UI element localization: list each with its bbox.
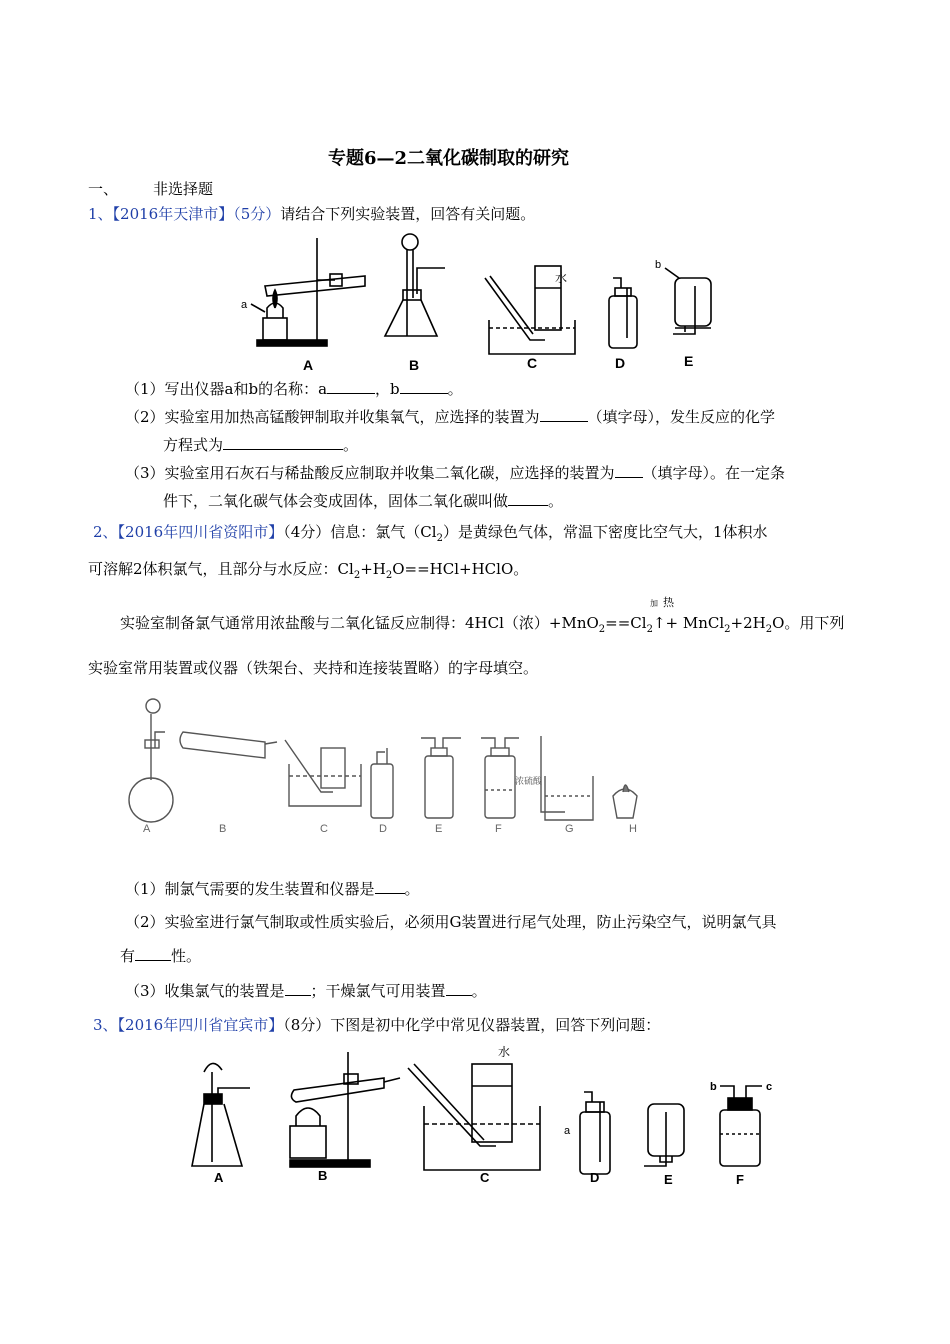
q1-fig-label-B: B [409, 357, 420, 373]
q2-fig-label-G: G [565, 823, 574, 835]
q2-apparatus-figure [125, 692, 655, 838]
q2-answer-1-blank[interactable] [375, 879, 405, 894]
q1-part2-text-d: 。 [343, 436, 359, 454]
q2-apparatus-e [421, 738, 461, 818]
q3-apparatus-figure [190, 1042, 780, 1192]
q1-part1-text-a: （1）写出仪器a和b的名称：a [125, 380, 328, 398]
q2-fig-label-C: C [320, 823, 328, 835]
q1-score: （5分） [233, 205, 281, 223]
q2-line2-b: +H [360, 560, 386, 578]
page-title: 专题6—2二氧化碳制取的研究 [328, 148, 570, 169]
q1-part2 [125, 406, 775, 427]
q2-line3-d: +2H [730, 614, 766, 632]
q1-answer-3-blank[interactable] [615, 463, 643, 478]
q1-fig-label-C: C [527, 355, 538, 371]
q2-part3-text-a: （3）收集氯气的装置是 [125, 982, 285, 1000]
q1-part3 [125, 462, 785, 483]
q1-part3-text-a: （3）实验室用石灰石与稀盐酸反应制取并收集二氧化碳，应选择的装置为 [125, 464, 615, 482]
q2-part2-cont [120, 945, 201, 966]
q3-fig-water: 水 [498, 1045, 511, 1059]
q1-source: 【2016年天津市】 [112, 205, 234, 223]
q1-answer-a-blank[interactable] [327, 379, 375, 394]
q2-line2-a: 可溶解2体积氯气，且部分与水反应：Cl [88, 560, 354, 578]
q2-fig-label-D: D [379, 823, 387, 835]
q3-number: 3、 [93, 1016, 118, 1034]
q1-fig-water: 水 [555, 271, 568, 285]
q2-line3-a: 实验室制备氯气通常用浓盐酸与二氧化锰反应制得：4HCl（浓）+MnO [120, 614, 599, 632]
q3-apparatus-c [408, 1064, 540, 1170]
q2-line2: 可溶解2体积氯气，且部分与水反应：$Cl_2+H_2O==HCl+HClO$。 [88, 560, 529, 581]
q2-part2-text-b: 有 [120, 947, 136, 965]
q2-apparatus-h [613, 785, 637, 818]
q1-answer-equation-blank[interactable] [223, 435, 343, 450]
q2-part3 [125, 980, 487, 1001]
q2-fig-label-H: H [629, 823, 637, 835]
q2-line2-c: O==HCl+HClO。 [392, 560, 529, 578]
q1-part2-text-b: （填字母），发生反应的化学 [587, 408, 776, 426]
q2-apparatus-c [285, 740, 361, 806]
q1-part2-text-c: 方程式为 [163, 436, 224, 454]
q2-condition-small: 加 [650, 599, 658, 608]
q2-stem: 2、【2016年四川省资阳市】（4分）信息：氯气$(Cl_2)$是黄绿色气体，常温下密度比空气大，1体积水 [93, 523, 768, 544]
q2-fig-label-B: B [219, 823, 227, 835]
q3-apparatus-d [580, 1092, 610, 1174]
q2-fig-label-F: F [495, 823, 502, 835]
q1-fig-label-A: A [303, 357, 314, 373]
q2-part3-text-b: ；干燥氯气可用装置 [310, 982, 446, 1000]
q3-source: 【2016年四川省宜宾市】 [117, 1016, 284, 1034]
q3-apparatus-e [644, 1104, 684, 1166]
q1-stem [88, 203, 535, 224]
q1-fig-label-E: E [684, 353, 694, 369]
q1-apparatus-a [251, 238, 365, 346]
q3-fig-label-a-small: a [564, 1125, 571, 1137]
q3-fig-label-A: A [214, 1170, 224, 1185]
q2-line3-e: O。用下列 [772, 614, 845, 632]
q2-apparatus-g [541, 736, 593, 820]
q2-fig-label-E: E [435, 823, 443, 835]
q2-part2: （2）实验室进行氯气制取或性质实验后，必须用G装置进行尾气处理，防止污染空气，说明氯气具 [125, 913, 777, 931]
q2-line3: 实验室制备氯气通常用浓盐酸与二氧化锰反应制得：4HCl（浓）$+MnO_2==Cl_2↑+$ $MnCl_2+2H_2O$。用下列 [120, 614, 845, 635]
q2-part3-text-c: 。 [471, 982, 487, 1000]
section-name: 非选择题 [153, 180, 214, 198]
q1-answer-dryice-blank[interactable] [508, 491, 548, 506]
q1-apparatus-figure [235, 228, 725, 376]
q3-score: （8分） [283, 1016, 331, 1034]
section-number: 一、 [88, 180, 119, 198]
q2-source: 【2016年四川省资阳市】 [117, 523, 284, 541]
q3-fig-label-c-small: c [766, 1081, 773, 1093]
q1-part3-text-b: （填字母）。在一定条 [642, 464, 786, 482]
q3-fig-label-E: E [664, 1172, 673, 1187]
q2-part1-text-b: 。 [404, 880, 420, 898]
q1-fig-label-a-small: a [241, 299, 248, 311]
q2-answer-3a-blank[interactable] [285, 981, 311, 996]
q2-answer-2-blank[interactable] [135, 946, 171, 961]
q2-score: （4分） [283, 523, 331, 541]
q3-fig-label-b-small: b [710, 1081, 717, 1093]
q2-apparatus-a [129, 699, 173, 822]
q2-answer-3b-blank[interactable] [446, 981, 472, 996]
q1-apparatus-e [665, 268, 711, 334]
q1-fig-label-D: D [615, 355, 626, 371]
q2-line4: 实验室常用装置或仪器（铁架台、夹持和连接装置略）的字母填空。 [88, 659, 539, 677]
q2-stem-b: ）是黄绿色气体，常温下密度比空气大，1体积水 [442, 523, 768, 541]
q3-question: 下图是初中化学中常见仪器装置，回答下列问题： [330, 1016, 661, 1034]
q2-line3-b: ==Cl [605, 614, 647, 632]
q1-answer-2-blank[interactable] [540, 407, 588, 422]
q3-fig-label-B: B [318, 1168, 328, 1183]
q2-fig-acid: 浓硫酸 [515, 776, 543, 786]
q1-question: 请结合下列实验装置，回答有关问题。 [280, 205, 536, 223]
q1-part1-text-b: ，b [375, 380, 400, 398]
q1-answer-b-blank[interactable] [400, 379, 448, 394]
q2-line3-c: ↑+ MnCl [652, 614, 725, 632]
q3-apparatus-b [290, 1052, 400, 1167]
q3-apparatus-a [192, 1063, 250, 1166]
q2-fig-label-A: A [143, 823, 151, 835]
q1-part1 [125, 378, 463, 399]
q1-number: 1、 [88, 205, 113, 223]
q2-apparatus-f [481, 738, 519, 818]
q2-part1-text-a: （1）制氯气需要的发生装置和仪器是 [125, 880, 375, 898]
q3-fig-label-C: C [480, 1170, 490, 1185]
q2-apparatus-b [180, 732, 277, 758]
q2-condition-big: 热 [663, 596, 674, 609]
q1-fig-label-b-small: b [655, 259, 662, 271]
q2-number: 2、 [93, 523, 118, 541]
q3-fig-label-F: F [736, 1172, 744, 1187]
q1-apparatus-b [385, 234, 445, 336]
q2-apparatus-d [371, 748, 393, 818]
q1-part1-text-c: 。 [447, 380, 463, 398]
q1-part3-text-d: 。 [548, 492, 564, 510]
q1-part2-cont [163, 434, 358, 455]
q3-apparatus-f [720, 1086, 762, 1166]
q1-apparatus-d [609, 278, 637, 348]
q2-part2-text-c: 性。 [171, 947, 202, 965]
q3-fig-label-D: D [590, 1170, 600, 1185]
q1-part3-text-c: 件下，二氧化碳气体会变成固体，固体二氧化碳叫做 [163, 492, 509, 510]
q1-part2-text-a: （2）实验室用加热高锰酸钾制取并收集氧气，应选择的装置为 [125, 408, 540, 426]
q2-stem-a: 信息：氯气（Cl [330, 523, 437, 541]
q3-stem [93, 1014, 660, 1035]
q2-part1 [125, 878, 420, 899]
q1-part3-cont [163, 490, 563, 511]
